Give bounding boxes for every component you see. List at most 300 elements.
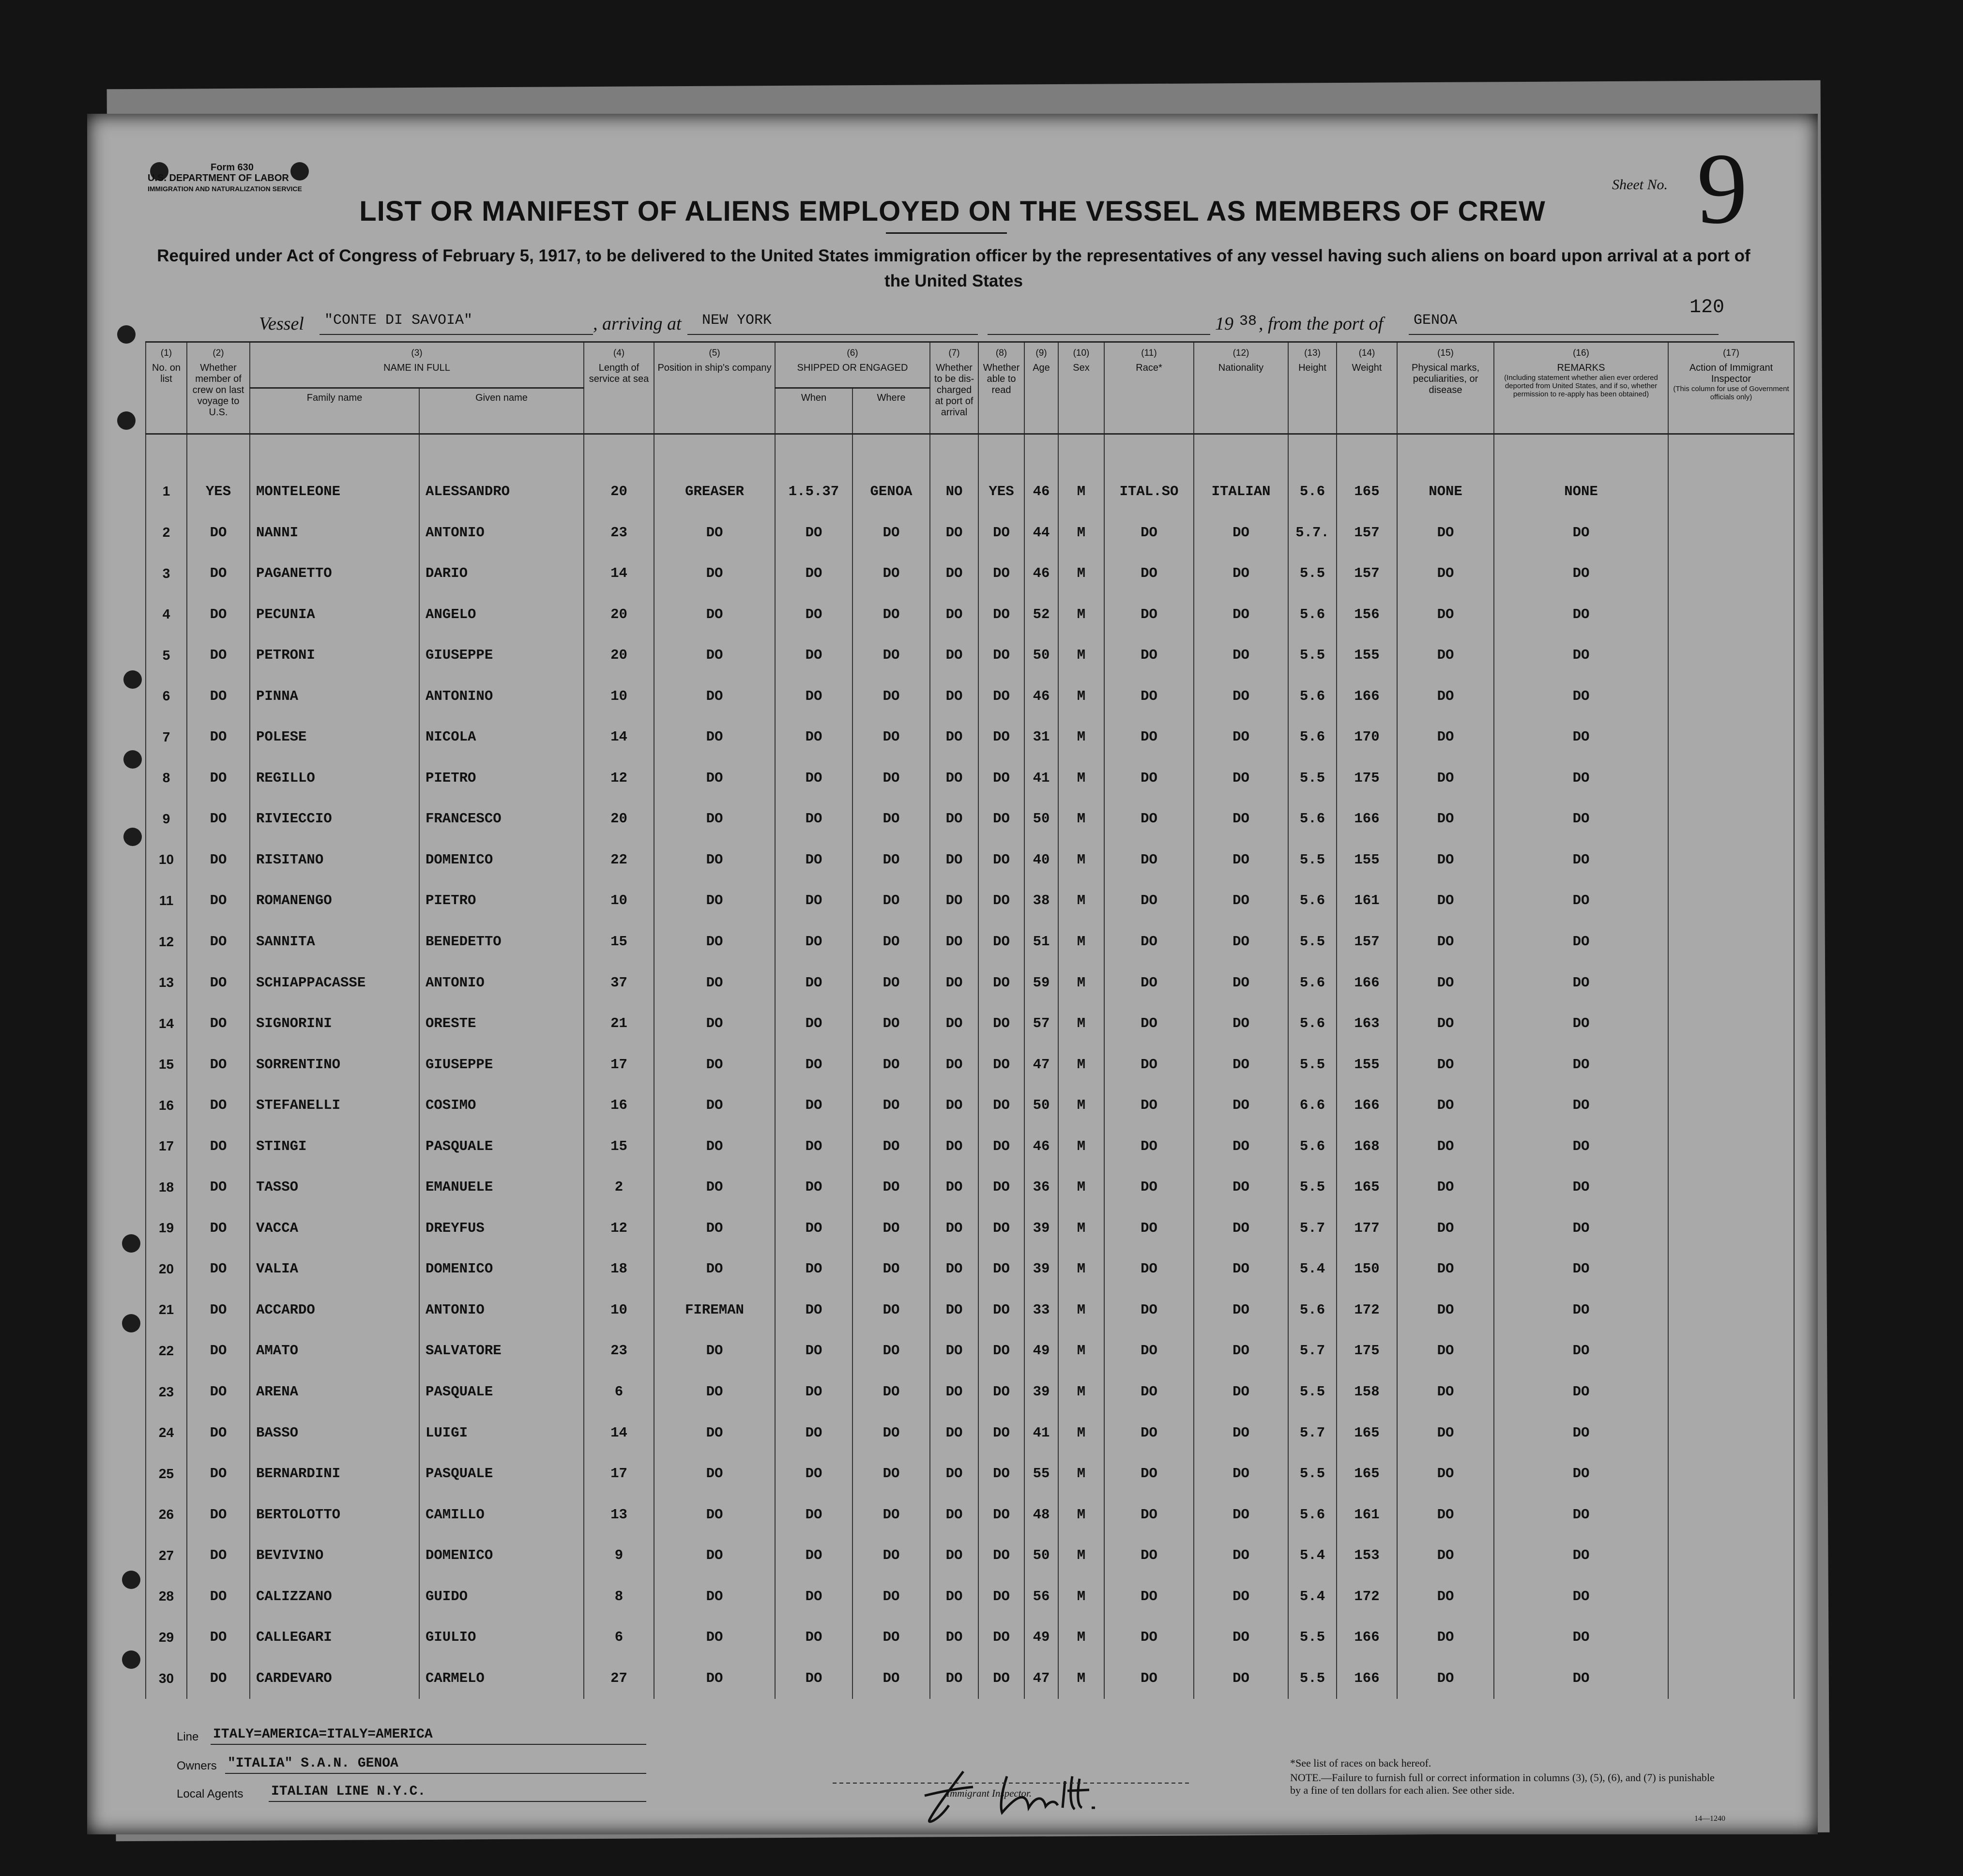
cell-family-name: CALIZZANO [250,1576,419,1617]
cell-physical-marks: DO [1397,1249,1494,1290]
cell-position: DO [654,1167,775,1208]
cell-family-name: CARDEVARO [250,1658,419,1699]
cell-shipped-when: DO [775,799,852,840]
cell-race: DO [1104,1003,1194,1044]
cell-physical-marks: DO [1397,1576,1494,1617]
cell-height: 5.7 [1288,1208,1337,1249]
cell-position: DO [654,512,775,553]
cell-race: DO [1104,921,1194,962]
cell-discharged: DO [930,1576,978,1617]
cell-able-to-read: DO [978,1331,1024,1372]
cell-service-length: 23 [584,1331,654,1372]
cell-age: 46 [1024,1126,1058,1167]
cell-weight: 175 [1337,1331,1397,1372]
cell-inspector-action [1668,921,1794,962]
cell-nationality: DO [1194,1576,1288,1617]
cell-remarks: DO [1494,553,1668,594]
cell-shipped-where: DO [852,1371,930,1412]
cell-able-to-read: DO [978,553,1024,594]
cell-inspector-action [1668,676,1794,717]
cell-discharged: DO [930,1535,978,1576]
cell-shipped-where: DO [852,1003,930,1044]
cell-discharged: DO [930,553,978,594]
cell-remarks: DO [1494,1535,1668,1576]
cell-weight: 172 [1337,1576,1397,1617]
cell-family-name: SIGNORINI [250,1003,419,1044]
cell-nationality: DO [1194,1658,1288,1699]
cell-remarks: DO [1494,1289,1668,1331]
cell-able-to-read: DO [978,1167,1024,1208]
cell-weight: 166 [1337,1658,1397,1699]
cell-remarks: DO [1494,635,1668,676]
cell-service-length: 20 [584,635,654,676]
cell-row-number: 16 [146,1085,187,1126]
cell-physical-marks: DO [1397,1494,1494,1535]
cell-row-number: 14 [146,1003,187,1044]
cell-remarks: DO [1494,1085,1668,1126]
cell-weight: 166 [1337,962,1397,1003]
cell-age: 51 [1024,921,1058,962]
cell-row-number: 3 [146,553,187,594]
cell-sex: M [1058,1249,1104,1290]
cell-discharged: DO [930,962,978,1003]
cell-remarks: DO [1494,512,1668,553]
cell-service-length: 10 [584,1289,654,1331]
cell-position: DO [654,1085,775,1126]
cell-physical-marks: DO [1397,1617,1494,1658]
penalty-note: NOTE.—Failure to furnish full or correct information in columns (3), (5), (6), and (7) is punishable by a fine of ten dollars for each alien. See other side. [1290,1771,1715,1796]
cell-race: DO [1104,1412,1194,1453]
cell-height: 5.7. [1288,512,1337,553]
cell-given-name: ANTONIO [419,512,584,553]
cell-sex: M [1058,676,1104,717]
cell-remarks: DO [1494,839,1668,880]
cell-shipped-where: DO [852,717,930,758]
cell-sex: M [1058,635,1104,676]
cell-weight: 163 [1337,1003,1397,1044]
cell-previous-voyage: DO [187,1331,250,1372]
cell-shipped-where: DO [852,880,930,922]
cell-nationality: DO [1194,962,1288,1003]
cell-remarks: DO [1494,1494,1668,1535]
cell-height: 5.5 [1288,1617,1337,1658]
cell-physical-marks: DO [1397,1003,1494,1044]
cell-previous-voyage: DO [187,1085,250,1126]
cell-remarks: DO [1494,1126,1668,1167]
cell-nationality: DO [1194,757,1288,799]
cell-given-name: PIETRO [419,757,584,799]
cell-previous-voyage: DO [187,594,250,635]
cell-physical-marks: DO [1397,921,1494,962]
cell-discharged: DO [930,1289,978,1331]
cell-position: DO [654,676,775,717]
cell-row-number: 28 [146,1576,187,1617]
cell-race: DO [1104,635,1194,676]
cell-previous-voyage: DO [187,1412,250,1453]
cell-remarks: DO [1494,1167,1668,1208]
cell-previous-voyage: DO [187,512,250,553]
cell-given-name: DOMENICO [419,839,584,880]
cell-family-name: VALIA [250,1249,419,1290]
cell-row-number: 1 [146,471,187,512]
cell-discharged: DO [930,921,978,962]
cell-inspector-action [1668,1617,1794,1658]
cell-previous-voyage: DO [187,1289,250,1331]
cell-given-name: DARIO [419,553,584,594]
cell-inspector-action [1668,553,1794,594]
cell-position: GREASER [654,471,775,512]
cell-race: DO [1104,1085,1194,1126]
owners-label: Owners [177,1759,217,1772]
cell-weight: 166 [1337,676,1397,717]
cell-previous-voyage: DO [187,1658,250,1699]
cell-previous-voyage: DO [187,1167,250,1208]
table-row [146,1289,1794,1331]
table-row [146,717,1794,758]
cell-physical-marks: DO [1397,512,1494,553]
cell-race: DO [1104,717,1194,758]
cell-given-name: PASQUALE [419,1126,584,1167]
punch-hole [117,325,136,344]
cell-race: DO [1104,1658,1194,1699]
cell-row-number: 20 [146,1249,187,1290]
cell-row-number: 2 [146,512,187,553]
cell-family-name: PAGANETTO [250,553,419,594]
cell-discharged: DO [930,717,978,758]
cell-sex: M [1058,1371,1104,1412]
cell-nationality: DO [1194,1208,1288,1249]
date-underline [988,334,1210,335]
cell-service-length: 12 [584,1208,654,1249]
cell-given-name: PASQUALE [419,1371,584,1412]
cell-age: 50 [1024,799,1058,840]
cell-given-name: SALVATORE [419,1331,584,1372]
cell-remarks: DO [1494,921,1668,962]
cell-nationality: DO [1194,1371,1288,1412]
table-row [146,1535,1794,1576]
owners-underline [225,1773,646,1774]
cell-nationality: DO [1194,1535,1288,1576]
cell-given-name: GUIDO [419,1576,584,1617]
cell-height: 5.6 [1288,1494,1337,1535]
cell-row-number: 17 [146,1126,187,1167]
cell-service-length: 23 [584,512,654,553]
col-sex-header: (10) Sex [1058,342,1104,434]
cell-previous-voyage: DO [187,880,250,922]
cell-shipped-where: DO [852,1412,930,1453]
cell-given-name: DOMENICO [419,1249,584,1290]
cell-given-name: GIUSEPPE [419,1044,584,1085]
cell-able-to-read: DO [978,1453,1024,1494]
cell-family-name: PECUNIA [250,594,419,635]
cell-physical-marks: DO [1397,1412,1494,1453]
table-row [146,1085,1794,1126]
arriving-label: , arriving at [593,314,682,334]
cell-remarks: DO [1494,757,1668,799]
cell-given-name: GIULIO [419,1617,584,1658]
cell-able-to-read: YES [978,471,1024,512]
cell-age: 31 [1024,717,1058,758]
cell-row-number: 24 [146,1412,187,1453]
table-row [146,799,1794,840]
cell-shipped-where: DO [852,962,930,1003]
cell-inspector-action [1668,1208,1794,1249]
cell-previous-voyage: DO [187,799,250,840]
cell-shipped-when: DO [775,1371,852,1412]
cell-previous-voyage: DO [187,717,250,758]
cell-able-to-read: DO [978,1085,1024,1126]
cell-sex: M [1058,880,1104,922]
col-no-header: (1) No. on list [146,342,187,434]
cell-height: 5.6 [1288,594,1337,635]
cell-able-to-read: DO [978,839,1024,880]
cell-able-to-read: DO [978,594,1024,635]
cell-age: 50 [1024,635,1058,676]
cell-age: 40 [1024,839,1058,880]
cell-discharged: NO [930,471,978,512]
table-row [146,1412,1794,1453]
cell-remarks: DO [1494,1658,1668,1699]
cell-discharged: DO [930,635,978,676]
cell-shipped-when: DO [775,1617,852,1658]
cell-discharged: DO [930,1208,978,1249]
cell-weight: 175 [1337,757,1397,799]
cell-able-to-read: DO [978,880,1024,922]
local-agents-value: ITALIAN LINE N.Y.C. [271,1784,426,1799]
cell-weight: 166 [1337,1085,1397,1126]
cell-shipped-when: DO [775,962,852,1003]
cell-discharged: DO [930,512,978,553]
cell-discharged: DO [930,1126,978,1167]
cell-row-number: 21 [146,1289,187,1331]
cell-row-number: 7 [146,717,187,758]
cell-weight: 155 [1337,635,1397,676]
cell-able-to-read: DO [978,1289,1024,1331]
cell-previous-voyage: DO [187,1453,250,1494]
page-subtitle: Required under Act of Congress of February 5, 1917, to be delivered to the United States immigration officer by the representatives of any vessel having such aliens on board upon arrival at a port of the United States [157,246,1750,290]
cell-inspector-action [1668,717,1794,758]
cell-race: DO [1104,839,1194,880]
cell-row-number: 5 [146,635,187,676]
table-row [146,1249,1794,1290]
cell-age: 46 [1024,471,1058,512]
cell-discharged: DO [930,880,978,922]
table-row [146,553,1794,594]
cell-sex: M [1058,962,1104,1003]
cell-shipped-where: DO [852,1085,930,1126]
cell-family-name: REGILLO [250,757,419,799]
inspector-underline [833,1783,1191,1784]
cell-discharged: DO [930,1044,978,1085]
cell-age: 33 [1024,1289,1058,1331]
cell-remarks: DO [1494,962,1668,1003]
cell-family-name: BERTOLOTTO [250,1494,419,1535]
cell-weight: 157 [1337,921,1397,962]
cell-age: 39 [1024,1208,1058,1249]
cell-discharged: DO [930,594,978,635]
cell-discharged: DO [930,757,978,799]
cell-discharged: DO [930,1494,978,1535]
cell-inspector-action [1668,594,1794,635]
vessel-underline [320,334,593,335]
cell-given-name: ALESSANDRO [419,471,584,512]
table-row [146,594,1794,635]
cell-inspector-action [1668,962,1794,1003]
cell-family-name: STINGI [250,1126,419,1167]
cell-shipped-where: DO [852,676,930,717]
cell-inspector-action [1668,1658,1794,1699]
cell-previous-voyage: DO [187,1371,250,1412]
cell-row-number: 22 [146,1331,187,1372]
cell-physical-marks: DO [1397,717,1494,758]
cell-nationality: DO [1194,594,1288,635]
table-row [146,1126,1794,1167]
cell-previous-voyage: DO [187,1617,250,1658]
table-row [146,839,1794,880]
cell-physical-marks: NONE [1397,471,1494,512]
cell-sex: M [1058,594,1104,635]
cell-height: 5.6 [1288,1003,1337,1044]
cell-able-to-read: DO [978,921,1024,962]
cell-shipped-when: DO [775,1453,852,1494]
cell-inspector-action [1668,471,1794,512]
punch-hole [122,1234,140,1253]
cell-position: DO [654,757,775,799]
cell-physical-marks: DO [1397,1331,1494,1372]
cell-physical-marks: DO [1397,1453,1494,1494]
cell-weight: 168 [1337,1126,1397,1167]
cell-remarks: DO [1494,717,1668,758]
line-value: ITALY=AMERICA=ITALY=AMERICA [213,1727,433,1742]
cell-race: DO [1104,1208,1194,1249]
cell-age: 41 [1024,757,1058,799]
cell-service-length: 20 [584,471,654,512]
cell-remarks: DO [1494,1331,1668,1372]
col-remarks-header: (16) REMARKS (Including statement whether alien ever ordered deported from United States, and if so, whether permission to re-apply has been obtained) [1494,342,1668,434]
cell-given-name: PASQUALE [419,1453,584,1494]
cell-sex: M [1058,1044,1104,1085]
cell-service-length: 6 [584,1617,654,1658]
cell-race: ITAL.SO [1104,471,1194,512]
cell-inspector-action [1668,512,1794,553]
cell-position: DO [654,799,775,840]
cell-able-to-read: DO [978,676,1024,717]
cell-inspector-action [1668,880,1794,922]
cell-weight: 157 [1337,512,1397,553]
cell-able-to-read: DO [978,1658,1024,1699]
cell-age: 49 [1024,1617,1058,1658]
cell-service-length: 16 [584,1085,654,1126]
cell-able-to-read: DO [978,717,1024,758]
cell-race: DO [1104,962,1194,1003]
table-row [146,1003,1794,1044]
cell-weight: 161 [1337,1494,1397,1535]
cell-shipped-where: GENOA [852,471,930,512]
cell-row-number: 11 [146,880,187,922]
cell-inspector-action [1668,1412,1794,1453]
print-code: 14—1240 [1694,1815,1725,1823]
cell-family-name: BASSO [250,1412,419,1453]
table-spacer-row [146,434,1794,471]
cell-service-length: 12 [584,757,654,799]
cell-discharged: DO [930,1371,978,1412]
cell-able-to-read: DO [978,799,1024,840]
cell-inspector-action [1668,1126,1794,1167]
cell-service-length: 10 [584,880,654,922]
cell-race: DO [1104,1576,1194,1617]
cell-age: 50 [1024,1085,1058,1126]
cell-height: 5.6 [1288,880,1337,922]
cell-inspector-action [1668,1044,1794,1085]
cell-given-name: ANTONINO [419,676,584,717]
cell-previous-voyage: DO [187,676,250,717]
cell-service-length: 14 [584,717,654,758]
cell-given-name: COSIMO [419,1085,584,1126]
col-when-header: When [775,388,852,434]
table-row [146,757,1794,799]
cell-sex: M [1058,757,1104,799]
cell-remarks: DO [1494,1617,1668,1658]
cell-given-name: CAMILLO [419,1494,584,1535]
cell-sex: M [1058,1126,1104,1167]
cell-position: DO [654,635,775,676]
cell-nationality: DO [1194,839,1288,880]
table-row [146,1494,1794,1535]
cell-height: 5.5 [1288,1453,1337,1494]
cell-nationality: DO [1194,799,1288,840]
cell-sex: M [1058,553,1104,594]
cell-row-number: 26 [146,1494,187,1535]
cell-position: DO [654,1535,775,1576]
cell-shipped-where: DO [852,1331,930,1372]
cell-inspector-action [1668,1003,1794,1044]
cell-given-name: NICOLA [419,717,584,758]
cell-height: 5.4 [1288,1249,1337,1290]
cell-age: 49 [1024,1331,1058,1372]
cell-service-length: 18 [584,1249,654,1290]
cell-shipped-where: DO [852,1126,930,1167]
cell-age: 39 [1024,1249,1058,1290]
cell-shipped-where: DO [852,921,930,962]
cell-family-name: MONTELEONE [250,471,419,512]
cell-position: DO [654,1371,775,1412]
cell-discharged: DO [930,1412,978,1453]
cell-given-name: BENEDETTO [419,921,584,962]
cell-service-length: 17 [584,1453,654,1494]
cell-sex: M [1058,512,1104,553]
cell-race: DO [1104,1494,1194,1535]
cell-position: DO [654,717,775,758]
cell-sex: M [1058,1003,1104,1044]
table-row [146,1658,1794,1699]
table-row [146,1576,1794,1617]
col-position-header: (5) Position in ship's company [654,342,775,434]
cell-race: DO [1104,757,1194,799]
cell-physical-marks: DO [1397,676,1494,717]
cell-remarks: DO [1494,1003,1668,1044]
cell-weight: 165 [1337,1412,1397,1453]
cell-able-to-read: DO [978,962,1024,1003]
cell-able-to-read: DO [978,635,1024,676]
cell-previous-voyage: DO [187,921,250,962]
cell-height: 5.5 [1288,1371,1337,1412]
table-row [146,1167,1794,1208]
cell-nationality: DO [1194,1331,1288,1372]
col-marks-header: (15) Physical marks, peculiarities, or disease [1397,342,1494,434]
col-nationality-header: (12) Nationality [1194,342,1288,434]
cell-row-number: 30 [146,1658,187,1699]
cell-shipped-where: DO [852,1453,930,1494]
